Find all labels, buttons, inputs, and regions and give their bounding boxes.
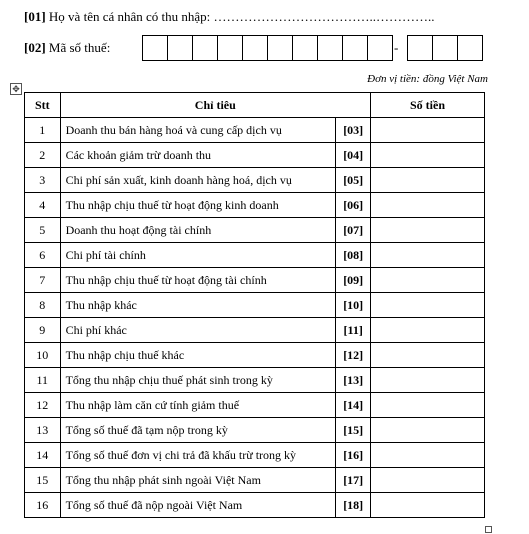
row-amount-cell[interactable] xyxy=(371,168,485,193)
row-indicator-name: Tổng số thuế đã tạm nộp trong kỳ xyxy=(60,418,336,443)
table-row xyxy=(25,393,485,418)
table-header-row xyxy=(25,93,485,118)
table-row xyxy=(25,218,485,243)
row-code: [09] xyxy=(336,268,371,293)
row-stt: 11 xyxy=(25,368,61,393)
row-code: [13] xyxy=(336,368,371,393)
table-row xyxy=(25,293,485,318)
tax-id-digit-box[interactable] xyxy=(407,35,433,61)
table-row xyxy=(25,118,485,143)
taxpayer-name-dots: ………………………………..………….. xyxy=(213,9,435,24)
row-stt: 4 xyxy=(25,193,61,218)
tax-id-digit-box[interactable] xyxy=(317,35,343,61)
row-indicator-name: Các khoản giảm trừ doanh thu xyxy=(60,143,336,168)
row-stt: 16 xyxy=(25,493,61,518)
row-amount-cell[interactable] xyxy=(371,493,485,518)
currency-note: Đơn vị tiền: đồng Việt Nam xyxy=(367,73,488,85)
row-indicator-name: Tổng số thuế đã nộp ngoài Việt Nam xyxy=(60,493,336,518)
tax-id-digit-box[interactable] xyxy=(167,35,193,61)
tax-id-digit-box[interactable] xyxy=(242,35,268,61)
tax-id-digit-box[interactable] xyxy=(367,35,393,61)
row-indicator-name: Tổng số thuế đơn vị chi trả đã khấu trừ trong kỳ xyxy=(60,443,336,468)
income-table xyxy=(24,92,485,518)
row-amount-cell[interactable] xyxy=(371,293,485,318)
row-amount-cell[interactable] xyxy=(371,418,485,443)
row-amount-cell[interactable] xyxy=(371,218,485,243)
row-stt: 8 xyxy=(25,293,61,318)
tax-id-digit-box[interactable] xyxy=(432,35,458,61)
tax-id-digit-box[interactable] xyxy=(142,35,168,61)
table-row xyxy=(25,368,485,393)
row-amount-cell[interactable] xyxy=(371,118,485,143)
row-amount-cell[interactable] xyxy=(371,268,485,293)
tax-id-boxes-main[interactable] xyxy=(142,35,392,61)
row-indicator-name: Thu nhập làm căn cứ tính giảm thuế xyxy=(60,393,336,418)
row-amount-cell[interactable] xyxy=(371,193,485,218)
row-indicator-name: Tổng thu nhập phát sinh ngoài Việt Nam xyxy=(60,468,336,493)
row-code: [12] xyxy=(336,343,371,368)
row-code: [17] xyxy=(336,468,371,493)
tax-id-boxes-suffix[interactable] xyxy=(407,35,482,61)
row-indicator-name: Thu nhập khác xyxy=(60,293,336,318)
row-stt: 9 xyxy=(25,318,61,343)
row-stt: 1 xyxy=(25,118,61,143)
row-amount-cell[interactable] xyxy=(371,468,485,493)
row-stt: 2 xyxy=(25,143,61,168)
tax-id-separator: - xyxy=(394,40,399,55)
table-row xyxy=(25,193,485,218)
row-stt: 13 xyxy=(25,418,61,443)
field-code-01: [01] xyxy=(24,9,46,24)
row-indicator-name: Chi phí tài chính xyxy=(60,243,336,268)
row-indicator-name: Thu nhập chịu thuế khác xyxy=(60,343,336,368)
row-amount-cell[interactable] xyxy=(371,393,485,418)
column-header-amount: Số tiền xyxy=(371,93,485,118)
field-code-02: [02] xyxy=(24,40,46,55)
row-code: [10] xyxy=(336,293,371,318)
table-row xyxy=(25,343,485,368)
row-code: [04] xyxy=(336,143,371,168)
row-stt: 5 xyxy=(25,218,61,243)
row-stt: 3 xyxy=(25,168,61,193)
table-move-handle-icon[interactable]: ✥ xyxy=(10,83,22,95)
row-indicator-name: Doanh thu hoạt động tài chính xyxy=(60,218,336,243)
row-indicator-name: Thu nhập chịu thuế từ hoạt động kinh doanh xyxy=(60,193,336,218)
tax-id-label: Mã số thuế: xyxy=(48,40,111,55)
row-amount-cell[interactable] xyxy=(371,343,485,368)
table-row xyxy=(25,493,485,518)
tax-id-digit-box[interactable] xyxy=(217,35,243,61)
row-stt: 10 xyxy=(25,343,61,368)
row-amount-cell[interactable] xyxy=(371,143,485,168)
tax-id-digit-box[interactable] xyxy=(457,35,483,61)
row-indicator-name: Tổng thu nhập chịu thuế phát sinh trong kỳ xyxy=(60,368,336,393)
tax-id-digit-box[interactable] xyxy=(342,35,368,61)
table-row xyxy=(25,468,485,493)
taxpayer-name-label: Họ và tên cá nhân có thu nhập: xyxy=(48,9,211,24)
row-indicator-name: Chi phí sản xuất, kinh doanh hàng hoá, dịch vụ xyxy=(60,168,336,193)
tax-id-digit-box[interactable] xyxy=(292,35,318,61)
table-row xyxy=(25,168,485,193)
row-stt: 6 xyxy=(25,243,61,268)
taxpayer-name-line xyxy=(24,9,435,25)
table-row xyxy=(25,318,485,343)
row-amount-cell[interactable] xyxy=(371,318,485,343)
table-row xyxy=(25,443,485,468)
column-header-stt: Stt xyxy=(25,93,61,118)
table-row xyxy=(25,143,485,168)
tax-id-digit-box[interactable] xyxy=(267,35,293,61)
column-header-indicator: Chỉ tiêu xyxy=(60,93,370,118)
tax-id-digit-box[interactable] xyxy=(192,35,218,61)
row-stt: 12 xyxy=(25,393,61,418)
row-amount-cell[interactable] xyxy=(371,243,485,268)
row-stt: 7 xyxy=(25,268,61,293)
row-indicator-name: Chi phí khác xyxy=(60,318,336,343)
row-code: [06] xyxy=(336,193,371,218)
table-row xyxy=(25,418,485,443)
row-code: [11] xyxy=(336,318,371,343)
row-code: [15] xyxy=(336,418,371,443)
table-row xyxy=(25,243,485,268)
table-resize-handle[interactable] xyxy=(485,526,492,533)
row-stt: 15 xyxy=(25,468,61,493)
row-amount-cell[interactable] xyxy=(371,368,485,393)
row-code: [14] xyxy=(336,393,371,418)
row-code: [08] xyxy=(336,243,371,268)
row-amount-cell[interactable] xyxy=(371,443,485,468)
row-indicator-name: Doanh thu bán hàng hoá và cung cấp dịch vụ xyxy=(60,118,336,143)
row-code: [16] xyxy=(336,443,371,468)
row-code: [18] xyxy=(336,493,371,518)
table-row xyxy=(25,268,485,293)
row-stt: 14 xyxy=(25,443,61,468)
row-code: [05] xyxy=(336,168,371,193)
row-code: [03] xyxy=(336,118,371,143)
row-indicator-name: Thu nhập chịu thuế từ hoạt động tài chính xyxy=(60,268,336,293)
tax-id-line xyxy=(24,40,110,56)
row-code: [07] xyxy=(336,218,371,243)
